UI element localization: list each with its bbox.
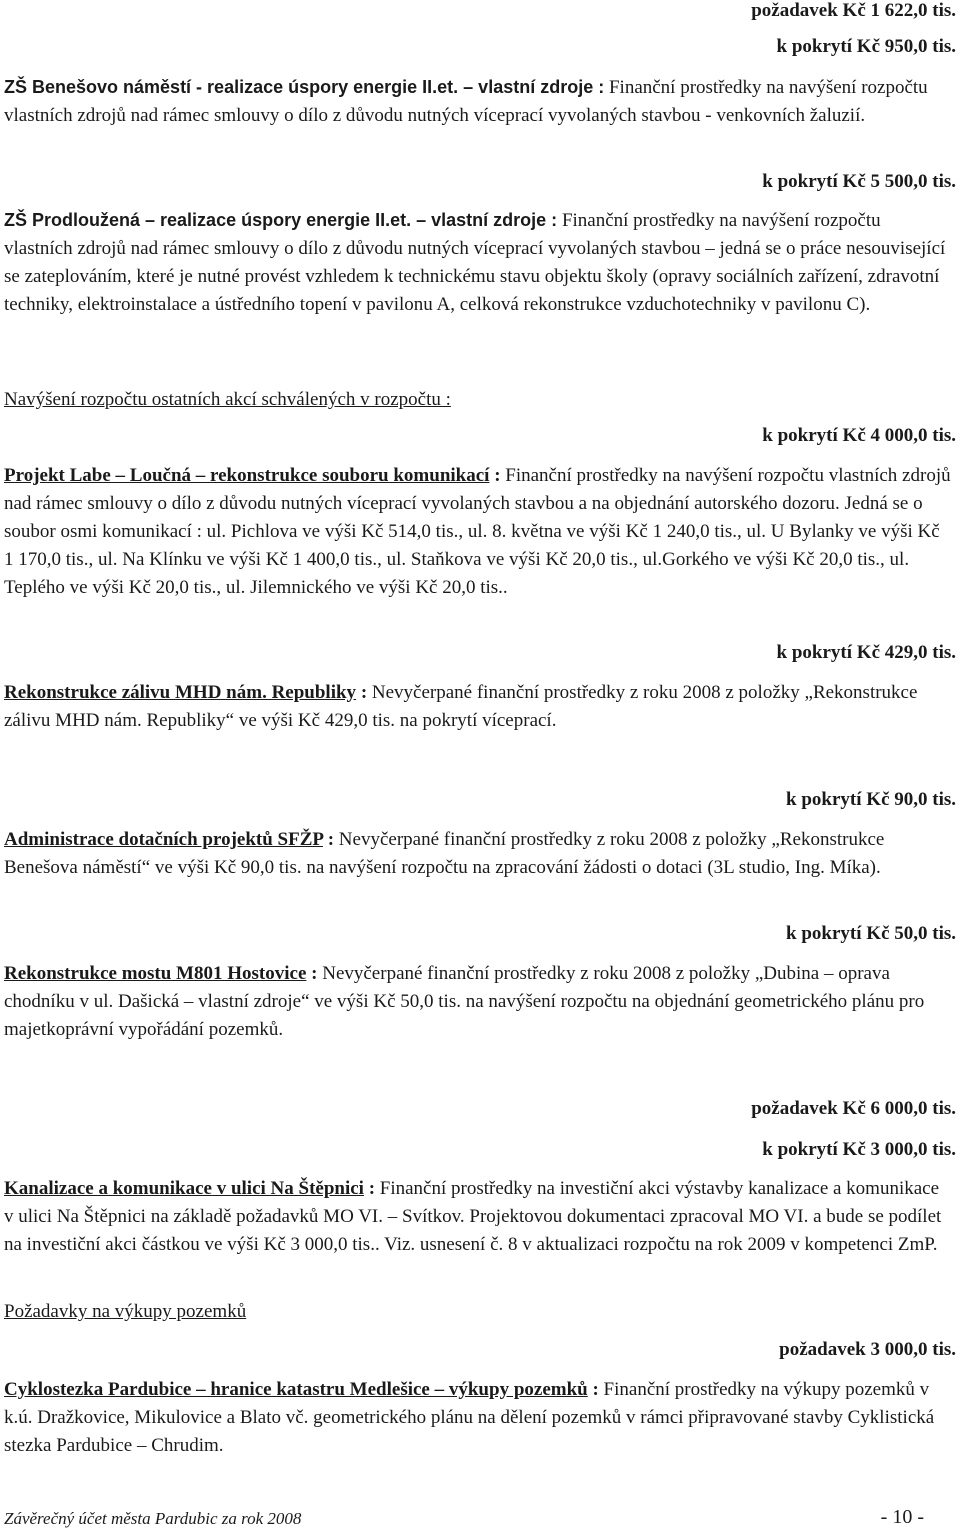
item-mhd — [4, 679, 952, 735]
cover-amount: k pokrytí Kč 5 500,0 tis. — [762, 171, 956, 192]
item-text: Finanční prostředky na investiční akci výstavby kanalizace a komunikace v ulici Na Štěpnici na základě požadavků MO VI. – Svítkov. Projektovou dokumentaci zpracoval MO VI. a bude se podílet na investiční akci částkou ve výši Kč 3 000,0 tis.. Viz. usnesení č. 8 v aktualizaci rozpočtu na rok 2009 v kompetenci ZmP. — [4, 1178, 942, 1255]
item-heading: Projekt Labe – Loučná – rekonstrukce souboru komunikací — [4, 465, 490, 486]
item-kanalizace — [4, 1175, 952, 1259]
request-amount: požadavek 3 000,0 tis. — [779, 1339, 956, 1360]
item-text: Nevyčerpané finanční prostředky z roku 2008 z položky „Rekonstrukce Benešova náměstí“ ve výši Kč 90,0 tis. na navýšení rozpočtu na zpracování žádosti o dotaci (3L studio, Ing. Míka). — [4, 829, 885, 878]
item-text: Finanční prostředky na navýšení rozpočtu vlastních zdrojů nad rámec smlouvy o dílo z důvodu nutných víceprací vyvolaných stavbou - venkovních žaluzií. — [4, 77, 928, 126]
item-heading: Rekonstrukce mostu M801 Hostovice — [4, 963, 307, 984]
item-separator: : — [322, 829, 339, 850]
item-text: Nevyčerpané finanční prostředky z roku 2008 z položky „Dubina – oprava chodníku v ul. Dašická – vlastní zdroje“ ve výši Kč 50,0 tis. na navýšení rozpočtu na objednání geometrického plánu pro majetkoprávní vypořádání pozemků. — [4, 963, 925, 1040]
item-prodlouzena — [4, 206, 952, 319]
section-heading: Požadavky na výkupy pozemků — [4, 1301, 247, 1322]
item-heading: ZŠ Benešovo náměstí - realizace úspory energie II.et. – vlastní zdroje : — [4, 77, 605, 97]
item-separator: : — [363, 1178, 380, 1199]
item-benesovo — [4, 73, 952, 130]
item-heading: Rekonstrukce zálivu MHD nám. Republiky — [4, 682, 357, 703]
item-text: Finanční prostředky na navýšení rozpočtu vlastních zdrojů nad rámec smlouvy o dílo z důvodu nutných víceprací vyvolaných stavbou – jedná se o práce nesouvisející se zateplováním, které je nutné provést vzhledem k technickému stavu objektu školy (opravy sociálních zařízení, zdravotní techniky, elektroinstalace a ústředního topení v pavilonu A, celková rekonstrukce vzduchotechniky v pavilonu C). — [4, 210, 946, 315]
item-heading: Kanalizace a komunikace v ulici Na Štěpnici — [4, 1178, 364, 1199]
item-text: Nevyčerpané finanční prostředky z roku 2008 z položky „Rekonstrukce zálivu MHD nám. Republiky“ ve výši Kč 429,0 tis. na pokrytí víceprací. — [4, 682, 918, 731]
item-labe — [4, 462, 952, 602]
request-amount: požadavek Kč 1 622,0 tis. — [751, 0, 956, 21]
section-heading: Navýšení rozpočtu ostatních akcí schválených v rozpočtu : — [4, 389, 451, 410]
cover-amount: k pokrytí Kč 429,0 tis. — [776, 642, 956, 663]
item-cyklostezka — [4, 1376, 952, 1460]
item-separator: : — [587, 1379, 604, 1400]
item-separator: : — [489, 465, 506, 486]
cover-amount: k pokrytí Kč 950,0 tis. — [776, 36, 956, 57]
item-heading: ZŠ Prodloužená – realizace úspory energie II.et. – vlastní zdroje : — [4, 210, 558, 230]
item-separator: : — [306, 963, 323, 984]
cover-amount: k pokrytí Kč 90,0 tis. — [786, 789, 956, 810]
item-heading: Administrace dotačních projektů SFŽP — [4, 829, 323, 850]
cover-amount: k pokrytí Kč 4 000,0 tis. — [762, 425, 956, 446]
item-separator: : — [356, 682, 372, 703]
item-heading: Cyklostezka Pardubice – hranice katastru Medlešice – výkupy pozemků — [4, 1379, 588, 1400]
footer-title: Závěrečný účet města Pardubic za rok 2008 — [4, 1509, 302, 1528]
item-sfzp — [4, 826, 952, 882]
cover-amount: k pokrytí Kč 3 000,0 tis. — [762, 1139, 956, 1160]
page-number: - 10 - — [880, 1506, 924, 1528]
request-amount: požadavek Kč 6 000,0 tis. — [751, 1098, 956, 1119]
item-most — [4, 960, 952, 1044]
cover-amount: k pokrytí Kč 50,0 tis. — [786, 923, 956, 944]
item-text: Finanční prostředky na výkupy pozemků v k.ú. Dražkovice, Mikulovice a Blato vč. geometrického plánu na dělení pozemků v rámci připravované stavby Cyklistická stezka Pardubice – Chrudim. — [4, 1379, 935, 1456]
item-text: Finanční prostředky na navýšení rozpočtu vlastních zdrojů nad rámec smlouvy o dílo z důvodu nutných víceprací vyvolaných stavbou a na objednání autorského dozoru. Jedná se o soubor osmi komunikací : ul. Pichlova ve výši Kč 514,0 tis., ul. 8. května ve výši Kč 1 240,0 tis., ul. U Bylanky ve výši Kč 1 170,0 tis., ul. Na Klínku ve výši Kč 1 400,0 tis., ul. Staňkova ve výši Kč 20,0 tis., ul.Gorkého ve výši Kč 20,0 tis., ul. Teplého ve výši Kč 20,0 tis., ul. Jilemnického ve výši Kč 20,0 tis.. — [4, 465, 951, 598]
